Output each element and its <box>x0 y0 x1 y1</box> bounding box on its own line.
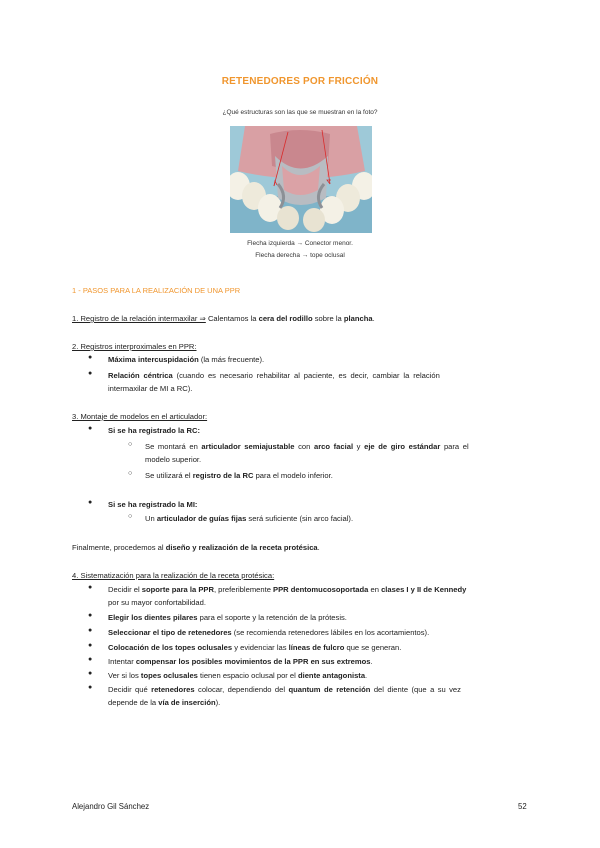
bullet-icon: ● <box>88 612 93 619</box>
step-1-label: 1. Registro de la relación intermaxilar ⇒ <box>72 314 206 323</box>
bullet-icon: ● <box>88 499 93 506</box>
bullet-icon: ● <box>88 684 93 691</box>
bullet-icon: ● <box>88 425 93 432</box>
list-item-continued: por su mayor confortabilidad. <box>108 598 206 607</box>
sub-list-item: Se utilizará el registro de la RC para el modelo inferior. <box>145 471 333 480</box>
sub-list-item-continued: modelo superior. <box>145 455 202 464</box>
photo-question: ¿Qué estructuras son las que se muestran en la foto? <box>222 109 378 116</box>
circle-bullet-icon: ○ <box>128 441 133 448</box>
step-4-label: 4. Sistematización para la realización de la receta protésica: <box>72 571 275 580</box>
bullet-icon: ● <box>88 354 93 361</box>
sub-list-item: Un articulador de guías fijas será suficiente (sin arco facial). <box>145 514 354 523</box>
list-item: Intentar compensar los posibles movimientos de la PPR en sus extremos. <box>108 657 373 666</box>
bullet-icon: ● <box>88 584 93 591</box>
caption-line-1: Flecha izquierda → Conector menor. <box>247 240 353 247</box>
list-item: Decidir el soporte para la PPR, preferiblemente PPR dentomucosoportada en clases I y II de Kennedy <box>108 585 467 594</box>
list-item: Si se ha registrado la RC: <box>108 426 200 435</box>
step-2-label: 2. Registros interproximales en PPR: <box>72 342 197 351</box>
bullet-icon: ● <box>88 627 93 634</box>
list-item: Colocación de los topes oclusales y evidenciar las líneas de fulcro que se generan. <box>108 643 402 652</box>
bullet-icon: ● <box>88 670 93 677</box>
list-item-continued: depende de la vía de inserción). <box>108 698 221 707</box>
list-item: Seleccionar el tipo de retenedores (se recomienda retenedores lábiles en los acortamientos). <box>108 628 430 637</box>
sub-list-item: Se montará en articulador semiajustable con arco facial y eje de giro estándar para el <box>145 442 469 451</box>
list-item-continued: intermaxilar de MI a RC). <box>108 384 193 393</box>
page-title: RETENEDORES POR FRICCIÓN <box>221 76 379 87</box>
bullet-icon: ● <box>88 642 93 649</box>
dental-prosthesis-photo <box>230 126 372 233</box>
section-heading: 1 - PASOS PARA LA REALIZACIÓN DE UNA PPR <box>72 286 241 295</box>
list-item: Máxima intercuspidación (la más frecuente). <box>108 355 265 364</box>
bullet-icon: ● <box>88 370 93 377</box>
list-item: Relación céntrica (cuando es necesario rehabilitar al paciente, es decir, cambiar la relación <box>108 371 440 380</box>
list-item: Elegir los dientes pilares para el soporte y la retención de la prótesis. <box>108 613 347 622</box>
page-number: 52 <box>518 802 527 811</box>
list-item: Ver si los topes oclusales tienen espacio oclusal por el diente antagonista. <box>108 671 368 680</box>
step-3-label: 3. Montaje de modelos en el articulador: <box>72 412 208 421</box>
step-1: 1. Registro de la relación intermaxilar ⇒ Calentamos la cera del rodillo sobre la plancha. <box>72 314 375 323</box>
circle-bullet-icon: ○ <box>128 470 133 477</box>
caption-line-2: Flecha derecha → tope oclusal <box>255 252 345 259</box>
footer-author: Alejandro Gil Sánchez <box>72 802 150 811</box>
list-item: Decidir qué retenedores colocar, dependiendo del quantum de retención del diente (que a su vez <box>108 685 461 694</box>
bullet-icon: ● <box>88 656 93 663</box>
conclusion-paragraph: Finalmente, procedemos al diseño y realización de la receta protésica. <box>72 543 320 552</box>
circle-bullet-icon: ○ <box>128 513 133 520</box>
list-item: Si se ha registrado la MI: <box>108 500 198 509</box>
